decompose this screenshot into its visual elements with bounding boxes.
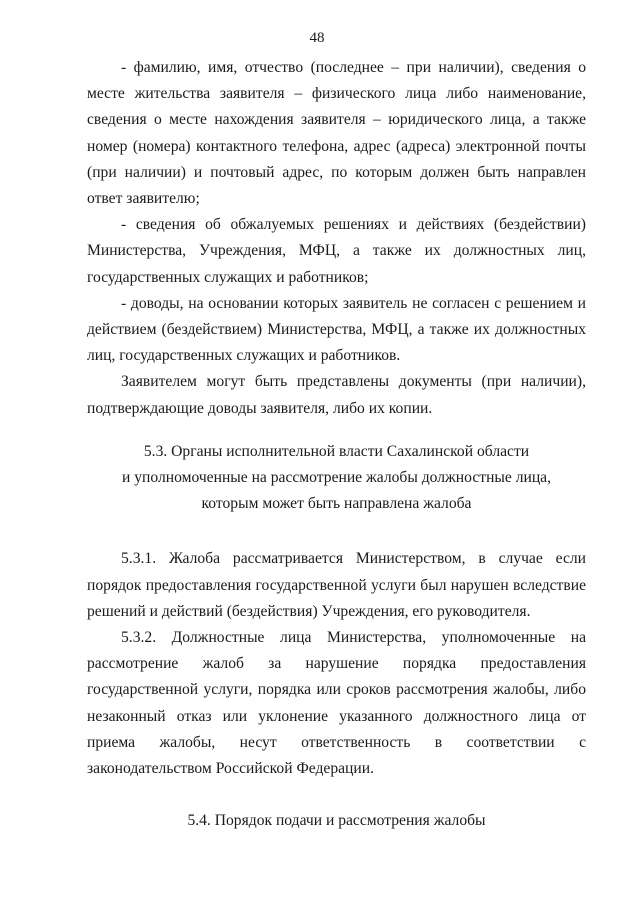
section-5-3-heading-line: 5.3. Органы исполнительной власти Сахалинской области	[143, 442, 530, 460]
page-number: 48	[309, 30, 325, 46]
paragraph-appealed-decisions: - сведения об обжалуемых решениях и действиях (бездействии) Министерства, Учреждения, МФЦ, а также их должностных лиц, государственных служащих и работников;	[87, 216, 586, 286]
section-5-3-heading-line: которым может быть направлена жалоба	[201, 495, 472, 513]
document-body	[87, 55, 586, 834]
section-5-3-heading	[87, 439, 586, 518]
section-5-4-heading: 5.4. Порядок подачи и рассмотрения жалобы	[187, 812, 486, 830]
section-5-3-heading-line: и уполномоченные на рассмотрение жалобы должностные лица,	[121, 469, 552, 487]
paragraph-applicant-details: - фамилию, имя, отчество (последнее – при наличии), сведения о месте жительства заявителя – физического лица либо наименование, сведения о месте нахождения заявителя – юридического лица, а также номер (номера) контактного телефона, адрес (адреса) электронной почты (при наличии) и почтовый адрес, по которым должен быть направлен ответ заявителю;	[87, 59, 586, 208]
paragraph-arguments: - доводы, на основании которых заявитель не согласен с решением и действием (бездействием) Министерства, МФЦ, а также их должностных лиц, государственных служащих и работников.	[87, 294, 586, 365]
paragraph-supporting-documents: Заявителем могут быть представлены документы (при наличии), подтверждающие доводы заявителя, либо их копии.	[87, 373, 586, 417]
paragraph-5-3-2: 5.3.2. Должностные лица Министерства, уполномоченные на рассмотрение жалоб за нарушение порядка предоставления государственной услуги, порядка или сроков рассмотрения жалобы, либо незаконный отказ или уклонение указанного должностного лица от приема жалобы, несут ответственность в соответствии с законодательством Российской Федерации.	[87, 629, 586, 778]
paragraph-5-3-1: 5.3.1. Жалоба рассматривается Министерством, в случае если порядок предоставления государственной услуги был нарушен вследствие решений и действий (бездействия) Учреждения, его руководителя.	[87, 550, 586, 620]
